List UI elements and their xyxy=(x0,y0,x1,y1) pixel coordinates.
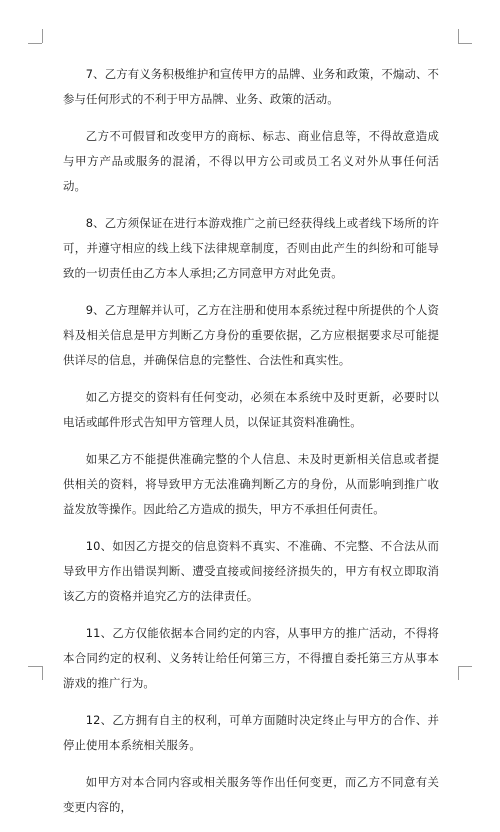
crop-mark-top-left xyxy=(28,43,42,44)
crop-mark-top-left xyxy=(42,29,43,43)
crop-mark-top-right xyxy=(458,43,472,44)
clause-8: 8、乙方须保证在进行本游戏推广之前已经获得线上或者线下场所的许可，并遵守相应的线上线下法律规章制度，否则由此产生的纠纷和可能导致的一切责任由乙方本人承担;乙方同意甲方对此免责。 xyxy=(63,216,439,280)
crop-mark-bottom-left xyxy=(42,666,43,680)
clause-12: 12、乙方拥有自主的权利，可单方面随时决定终止与甲方的合作、并停止使用本系统相关服务。 xyxy=(63,713,439,752)
crop-mark-bottom-left xyxy=(28,666,42,667)
crop-mark-top-right xyxy=(458,29,459,43)
clause-7: 7、乙方有义务积极维护和宣传甲方的品牌、业务和政策，不煽动、不参与任何形式的不利于甲方品牌、业务、政策的活动。 xyxy=(63,67,439,106)
clause-9-update: 如乙方提交的资料有任何变动，必须在本系统中及时更新，必要时以电话或邮件形式告知甲方管理人员，以保证其资料准确性。 xyxy=(63,390,439,429)
clause-11: 11、乙方仅能依据本合同约定的内容，从事甲方的推广活动，不得将本合同约定的权利、义务转让给任何第三方，不得擅自委托第三方从事本游戏的推广行为。 xyxy=(63,626,439,690)
crop-mark-bottom-right xyxy=(458,666,459,680)
clause-10: 10、如因乙方提交的信息资料不真实、不准确、不完整、不合法从而导致甲方作出错误判断、遭受直接或间接经济损失的，甲方有权立即取消该乙方的资格并追究乙方的法律责任。 xyxy=(63,539,439,603)
clause-7-trademark: 乙方不可假冒和改变甲方的商标、标志、商业信息等，不得故意造成与甲方产品或服务的混淆，不得以甲方公司或员工名义对外从事任何活动。 xyxy=(63,129,439,193)
clause-9-liability: 如果乙方不能提供准确完整的个人信息、未及时更新相关信息或者提供相关的资料，将导致甲方无法准确判断乙方的身份，从而影响到推广收益发放等操作。因此给乙方造成的损失，甲方不承担任何责任。 xyxy=(63,452,439,516)
document-body xyxy=(63,62,439,832)
crop-mark-bottom-right xyxy=(458,666,472,667)
clause-12-change: 如甲方对本合同内容或相关服务等作出任何变更，而乙方不同意有关变更内容的， xyxy=(63,775,439,814)
clause-9: 9、乙方理解并认可，乙方在注册和使用本系统过程中所提供的个人资料及相关信息是甲方判断乙方身份的重要依据，乙方应根据要求尽可能提供详尽的信息，并确保信息的完整性、合法性和真实性。 xyxy=(63,303,439,367)
